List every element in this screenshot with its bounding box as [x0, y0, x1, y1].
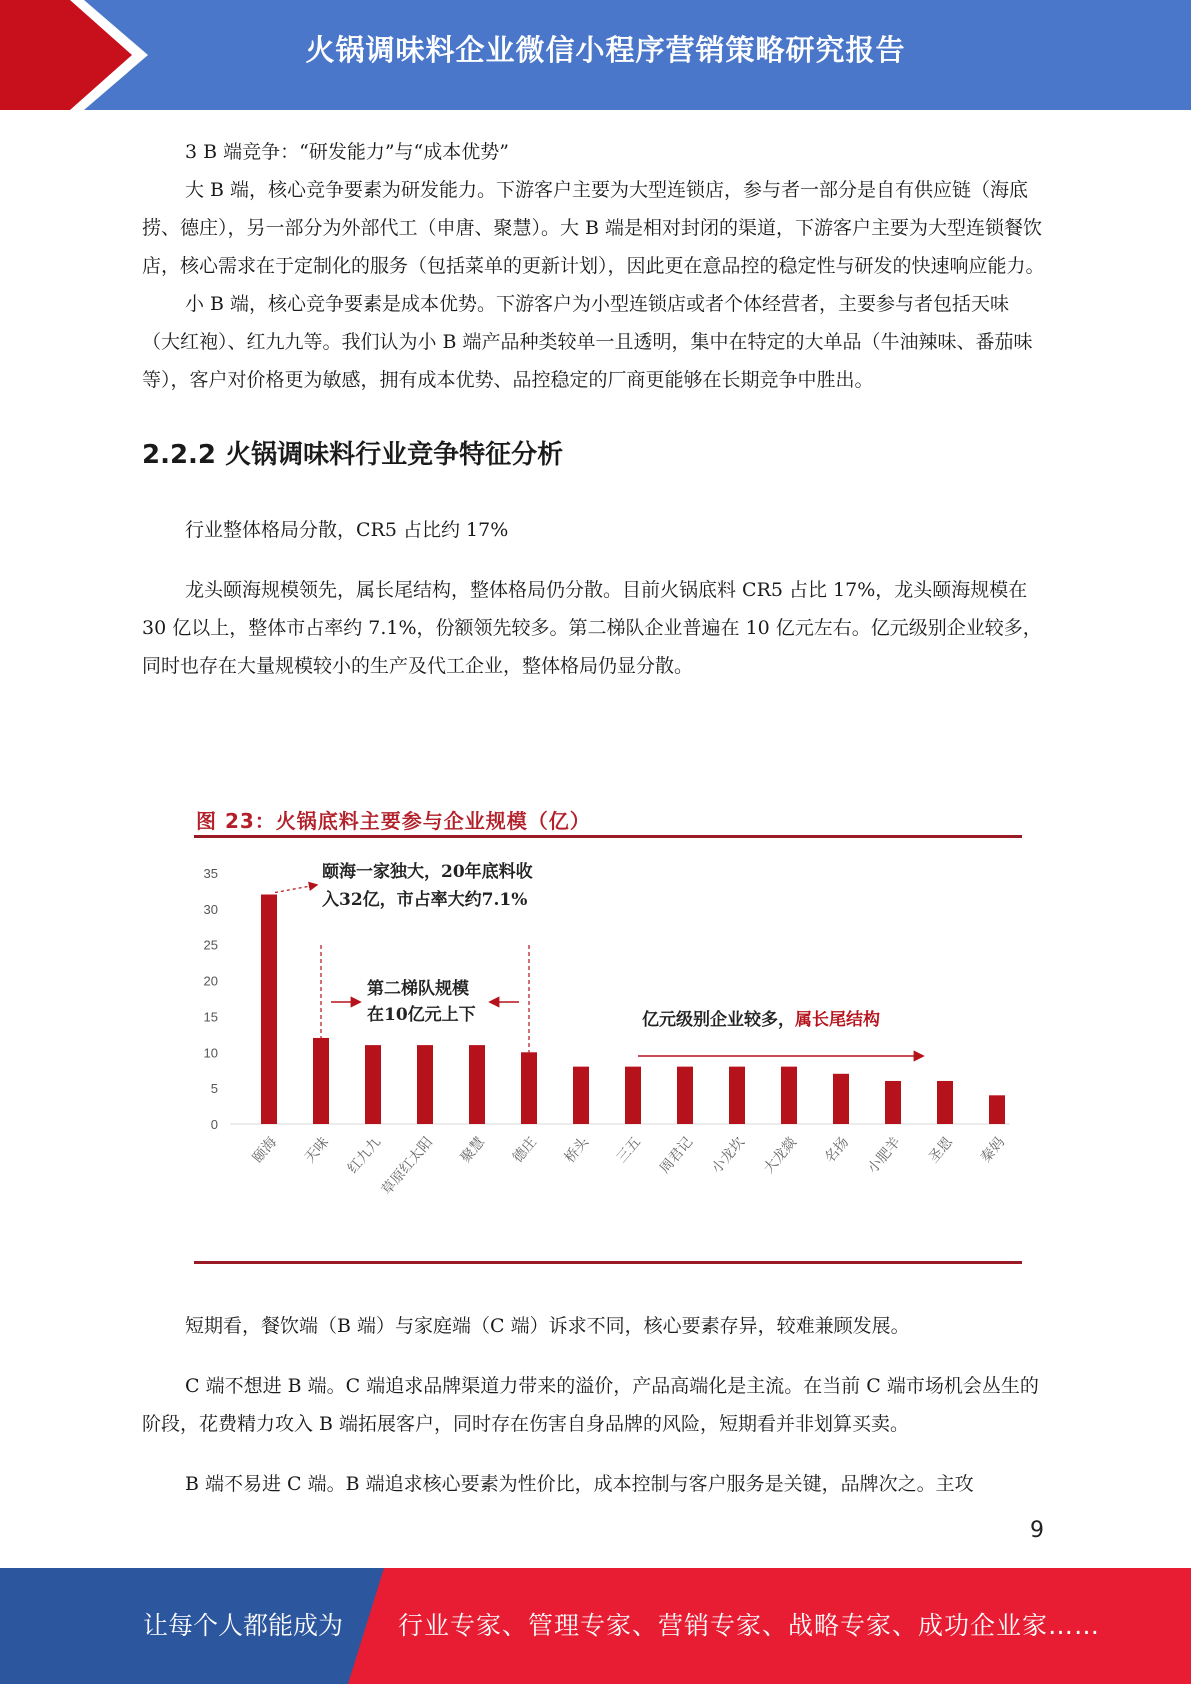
y-tick-label: 5: [210, 1081, 218, 1097]
x-category-label: 颐海: [249, 1134, 281, 1167]
annotation-leader-line1: 颐海一家独大，20年底料收: [322, 862, 533, 882]
y-tick-label: 15: [203, 1009, 218, 1025]
page-number: 9: [1030, 1518, 1044, 1543]
x-category-label: 圣恩: [925, 1134, 957, 1167]
figure-top-rule: [194, 835, 1022, 838]
bar-秦妈: [989, 1095, 1005, 1124]
bar-草原红太阳: [417, 1045, 433, 1124]
y-tick-label: 0: [210, 1117, 218, 1132]
bar-德庄: [521, 1052, 537, 1124]
paragraph-c-to-b: C 端不想进 B 端。C 端追求品牌渠道力带来的溢价，产品高端化是主流。在当前 C 端市场机会丛生的阶段，花费精力攻入 B 端拓展客户，同时存在伤害自身品牌的风险，短期看并非划算买卖。: [142, 1375, 1039, 1435]
leader-dashed-arrow: [275, 885, 316, 893]
footer-slogan-left: 让每个人都能成为: [143, 1611, 344, 1640]
bar-名扬: [833, 1074, 849, 1124]
annotation-longtail-emphasis: 属长尾结构: [795, 1010, 880, 1030]
x-category-label: 小龙坎: [708, 1134, 749, 1177]
paragraph-b-side-competition: 3 B 端竞争：“研发能力”与“成本优势”: [185, 141, 509, 163]
bar-周君记: [677, 1067, 693, 1124]
y-tick-label: 30: [203, 901, 218, 917]
x-category-label: 德庄: [509, 1134, 541, 1167]
paragraph-cr5: 行业整体格局分散，CR5 占比约 17%: [185, 519, 509, 541]
annotation-tier2-line1: 第二梯队规模: [367, 979, 469, 999]
x-category-label: 草原红太阳: [378, 1134, 437, 1199]
bar-chart: [194, 845, 1022, 1255]
x-category-label: 红九九: [344, 1134, 385, 1177]
annotation-leader-line2: 入32亿，市占率大约7.1%: [322, 890, 528, 910]
figure-title: 图 23：火锅底料主要参与企业规模（亿）: [196, 809, 591, 833]
paragraph-large-b-side: 大 B 端，核心竞争要素为研发能力。下游客户主要为大型连锁店，参与者一部分是自有供应链（海底捞、德庄），另一部分为外部代工（申唐、聚慧）。大 B 端是相对封闭的渠道，下游客户主要为大型连锁餐饮店，核心需求在于定制化的服务（包括菜单的更新计划），因此更在意品控的稳定性与研发的快速响应能力。: [142, 179, 1045, 277]
bar-大龙燚: [781, 1067, 797, 1124]
y-tick-label: 35: [203, 866, 218, 881]
paragraph-b-to-c: B 端不易进 C 端。B 端追求核心要素为性价比，成本控制与客户服务是关键，品牌次之。主攻: [185, 1473, 974, 1495]
bar-桥头: [573, 1067, 589, 1124]
x-category-label: 小肥羊: [864, 1134, 905, 1177]
document-body: [142, 133, 1047, 685]
bar-红九九: [365, 1045, 381, 1124]
annotation-tier2-line2: 在10亿元上下: [367, 1005, 476, 1025]
footer-slogan-right: 行业专家、管理专家、营销专家、战略专家、成功企业家……: [398, 1611, 1101, 1640]
x-category-label: 秦妈: [977, 1134, 1009, 1167]
figure-bottom-rule: [194, 1261, 1022, 1264]
bar-小肥羊: [885, 1081, 901, 1124]
annotation-longtail-prefix: 亿元级别企业较多，: [642, 1010, 795, 1030]
figure-23: [194, 805, 1022, 1267]
bar-三五: [625, 1067, 641, 1124]
bar-圣恩: [937, 1081, 953, 1124]
x-category-label: 三五: [613, 1134, 645, 1167]
paragraph-leader: 龙头颐海规模领先，属长尾结构，整体格局仍分散。目前火锅底料 CR5 占比 17%，龙头颐海规模在 30 亿以上，整体市占率约 7.1%，份额领先较多。第二梯队企业普遍在 10 亿元左右。亿元级别企业较多，同时也存在大量规模较小的生产及代工企业，整体格局仍显分散。: [142, 579, 1042, 677]
y-tick-label: 20: [203, 973, 218, 989]
bar-天味: [313, 1038, 329, 1124]
x-category-label: 天味: [301, 1134, 333, 1167]
bar-小龙坎: [729, 1067, 745, 1124]
x-category-label: 周君记: [656, 1134, 697, 1177]
page-header: [0, 0, 1191, 110]
page-footer: [0, 1568, 1191, 1684]
x-category-label: 桥头: [561, 1134, 593, 1167]
x-category-label: 聚慧: [457, 1134, 489, 1167]
x-category-label: 名扬: [821, 1134, 853, 1167]
paragraph-small-b-side: 小 B 端，核心竞争要素是成本优势。下游客户为小型连锁店或者个体经营者，主要参与者包括天味（大红袍）、红九九等。我们认为小 B 端产品种类较单一且透明，集中在特定的大单品（牛油辣味、番茄味等），客户对价格更为敏感，拥有成本优势、品控稳定的厂商更能够在长期竞争中胜出。: [142, 293, 1033, 391]
y-tick-label: 25: [203, 937, 218, 953]
x-category-label: 大龙燚: [760, 1134, 801, 1177]
bar-聚慧: [469, 1045, 485, 1124]
document-body-lower: [142, 1307, 1047, 1503]
header-title: 火锅调味料企业微信小程序营销策略研究报告: [305, 33, 906, 67]
annotation-longtail: [642, 1009, 880, 1030]
section-heading: 2.2.2 火锅调味料行业竞争特征分析: [142, 440, 564, 470]
paragraph-short-term: 短期看，餐饮端（B 端）与家庭端（C 端）诉求不同，核心要素存异，较难兼顾发展。: [185, 1315, 910, 1337]
y-tick-label: 10: [203, 1045, 218, 1061]
bar-颐海: [261, 895, 277, 1124]
